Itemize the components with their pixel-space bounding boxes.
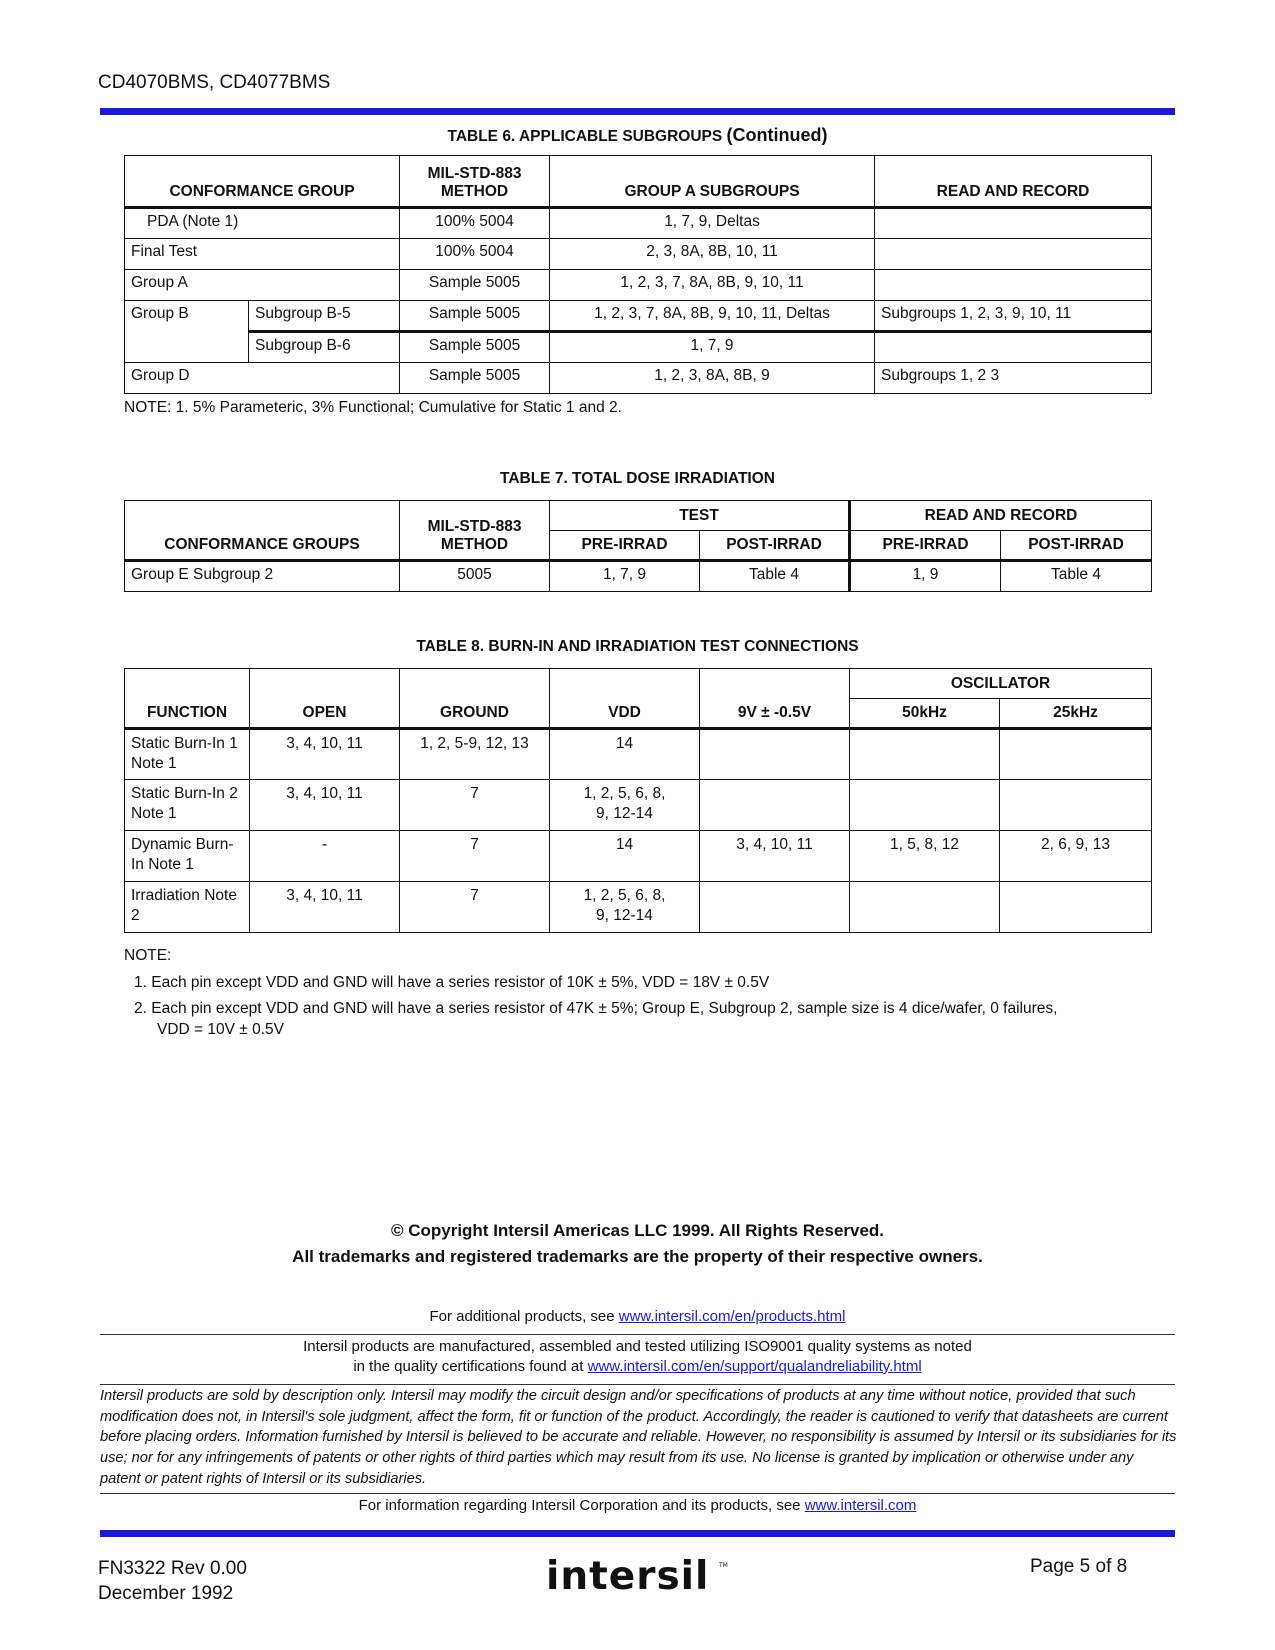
table-cell: Sample 5005 bbox=[400, 363, 550, 394]
table-cell: 1, 7, 9 bbox=[550, 332, 875, 363]
table-cell: Table 4 bbox=[700, 561, 850, 592]
page-number: Page 5 of 8 bbox=[1030, 1556, 1128, 1577]
table-cell bbox=[700, 780, 850, 831]
table-cell: 1, 9 bbox=[850, 561, 1001, 592]
table-cell: 5005 bbox=[400, 561, 550, 592]
legal-disclaimer: Intersil products are sold by description only. Intersil may modify the circuit design and/or specifications of products at any time without notice, provided that such modification does not, in Intersil's sole judgment, affect the form, fit or function of the product. Accordingly, the reader is cautioned to verify that datasheets are current before placing orders. Information furnished by Intersil is believed to be accurate and reliable. However, no responsibility is assumed by Intersil or its subsidiaries for its use; nor for any infringements of patents or other rights of third parties which may result from its use. No license is granted by implication or otherwise under any patent or patent rights of Intersil or its subsidiaries. bbox=[100, 1388, 1177, 1487]
table-row bbox=[125, 729, 1152, 780]
table-cell bbox=[700, 729, 850, 780]
info-line: For information regarding Intersil Corporation and its products, see www.intersil.com bbox=[358, 1497, 917, 1514]
divider bbox=[100, 1384, 1175, 1385]
table-cell: Static Burn-In 1 Note 1 bbox=[125, 729, 250, 780]
table6-caption bbox=[0, 125, 1275, 146]
table8-header-50khz: 50kHz bbox=[850, 699, 1000, 729]
table-cell: 14 bbox=[550, 729, 700, 780]
table-cell: Sample 5005 bbox=[400, 301, 550, 332]
table7-header-pre: PRE-IRRAD bbox=[550, 531, 700, 561]
table-row bbox=[125, 208, 1152, 239]
table6-header-read: READ AND RECORD bbox=[875, 156, 1152, 208]
table-cell: Sample 5005 bbox=[400, 270, 550, 301]
table-cell: Final Test bbox=[125, 239, 400, 270]
table-cell bbox=[1000, 780, 1152, 831]
table-cell bbox=[875, 239, 1152, 270]
table-cell: Sample 5005 bbox=[400, 332, 550, 363]
table-row bbox=[125, 831, 1152, 882]
table-cell bbox=[700, 882, 850, 933]
table-row bbox=[125, 270, 1152, 301]
divider bbox=[100, 1493, 1175, 1494]
table-cell: 3, 4, 10, 11 bbox=[250, 882, 400, 933]
table6-header-subgroups: GROUP A SUBGROUPS bbox=[550, 156, 875, 208]
table-cell: Irradiation Note 2 bbox=[125, 882, 250, 933]
table6-header-method: MIL-STD-883 METHOD bbox=[400, 156, 550, 208]
doc-info bbox=[98, 1556, 247, 1606]
table-cell: 1, 2, 3, 8A, 8B, 9 bbox=[550, 363, 875, 394]
table6-caption-suffix: (Continued) bbox=[726, 125, 828, 145]
table7-header-pre: PRE-IRRAD bbox=[850, 531, 1001, 561]
table7-caption: TABLE 7. TOTAL DOSE IRRADIATION bbox=[500, 470, 775, 487]
table-cell: PDA (Note 1) bbox=[125, 208, 400, 239]
table-cell bbox=[875, 270, 1152, 301]
footer-rule bbox=[100, 1530, 1175, 1537]
table-cell: Group E Subgroup 2 bbox=[125, 561, 400, 592]
divider bbox=[100, 1334, 1175, 1335]
table8-header-function: FUNCTION bbox=[125, 669, 250, 729]
table-cell bbox=[1000, 729, 1152, 780]
table7-header-post: POST-IRRAD bbox=[1001, 531, 1152, 561]
table7-header-group: CONFORMANCE GROUPS bbox=[125, 501, 400, 561]
table-cell: 100% 5004 bbox=[400, 239, 550, 270]
table-cell bbox=[875, 332, 1152, 363]
table8-header-oscillator: OSCILLATOR bbox=[850, 669, 1152, 699]
table-cell: Group D bbox=[125, 363, 400, 394]
table8-caption: TABLE 8. BURN-IN AND IRRADIATION TEST CONNECTIONS bbox=[416, 638, 859, 655]
table8-header-25khz: 25kHz bbox=[1000, 699, 1152, 729]
quality-statement: Intersil products are manufactured, assembled and tested utilizing ISO9001 quality systems as noted in the quality certifications found at www.intersil.com/en/support/qualandreliability.html bbox=[303, 1338, 972, 1375]
table7-header-test: TEST bbox=[550, 501, 850, 531]
table-cell bbox=[850, 882, 1000, 933]
table8-note-1: 1. Each pin except VDD and GND will have a series resistor of 10K ± 5%, VDD = 18V ± 0.5V bbox=[134, 974, 770, 991]
table6-header-group: CONFORMANCE GROUP bbox=[125, 156, 400, 208]
table-cell: 1, 2, 5, 6, 8, 9, 12-14 bbox=[550, 780, 700, 831]
table-cell: Group B bbox=[125, 301, 249, 363]
copyright-line: © Copyright Intersil Americas LLC 1999. All Rights Reserved. bbox=[390, 1221, 885, 1240]
logo-wordmark: intersil bbox=[546, 1554, 710, 1599]
table-cell: 100% 5004 bbox=[400, 208, 550, 239]
table-cell: 1, 2, 3, 7, 8A, 8B, 9, 10, 11 bbox=[550, 270, 875, 301]
table-cell: 1, 7, 9 bbox=[550, 561, 700, 592]
products-line: For additional products, see www.intersil.com/en/products.html bbox=[429, 1308, 846, 1325]
intersil-link[interactable]: www.intersil.com bbox=[804, 1497, 917, 1514]
table-cell: 1, 2, 5-9, 12, 13 bbox=[400, 729, 550, 780]
table8-header-open: OPEN bbox=[250, 669, 400, 729]
table-cell: 2, 3, 8A, 8B, 10, 11 bbox=[550, 239, 875, 270]
table8-header-vdd: VDD bbox=[550, 669, 700, 729]
doc-date: December 1992 bbox=[98, 1583, 234, 1604]
table7-header-post: POST-IRRAD bbox=[700, 531, 850, 561]
table-cell: 14 bbox=[550, 831, 700, 882]
table8-header-ground: GROUND bbox=[400, 669, 550, 729]
table8-header-9v: 9V ± -0.5V bbox=[700, 669, 850, 729]
table-cell: Subgroups 1, 2 3 bbox=[875, 363, 1152, 394]
table-cell: Dynamic Burn-In Note 1 bbox=[125, 831, 250, 882]
table-row bbox=[125, 363, 1152, 394]
table-cell: 1, 2, 3, 7, 8A, 8B, 9, 10, 11, Deltas bbox=[550, 301, 875, 332]
table8-note-2: 2. Each pin except VDD and GND will have a series resistor of 47K ± 5%; Group E, Subgroup 2, sample size is 4 dice/wafer, 0 failures, bbox=[134, 1000, 1058, 1017]
header-rule bbox=[100, 108, 1175, 115]
table-cell: - bbox=[250, 831, 400, 882]
trademark-line: All trademarks and registered trademarks are the property of their respective owners. bbox=[292, 1247, 983, 1266]
table-row bbox=[125, 882, 1152, 933]
table-row bbox=[125, 239, 1152, 270]
document-title: CD4070BMS, CD4077BMS bbox=[98, 72, 331, 93]
table7-header-read: READ AND RECORD bbox=[850, 501, 1152, 531]
table8-note-2-cont: VDD = 10V ± 0.5V bbox=[157, 1021, 284, 1038]
table-row bbox=[125, 301, 1152, 332]
doc-number: FN3322 Rev 0.00 bbox=[98, 1558, 247, 1579]
table-cell bbox=[850, 729, 1000, 780]
table-cell: Static Burn-In 2 Note 1 bbox=[125, 780, 250, 831]
table-cell: 7 bbox=[400, 780, 550, 831]
table7 bbox=[124, 500, 1152, 592]
table-cell: 1, 2, 5, 6, 8, 9, 12-14 bbox=[550, 882, 700, 933]
table-cell: 2, 6, 9, 13 bbox=[1000, 831, 1152, 882]
table-cell: Table 4 bbox=[1001, 561, 1152, 592]
table-cell bbox=[875, 208, 1152, 239]
table-row bbox=[125, 561, 1152, 592]
table-cell: Group A bbox=[125, 270, 400, 301]
table-cell: 3, 4, 10, 11 bbox=[250, 780, 400, 831]
table8-note-label: NOTE: bbox=[124, 947, 172, 964]
table-row bbox=[125, 780, 1152, 831]
table-cell bbox=[1000, 882, 1152, 933]
table7-header-method: MIL-STD-883 METHOD bbox=[400, 501, 550, 561]
table-cell: 7 bbox=[400, 831, 550, 882]
table6-caption-text: TABLE 6. APPLICABLE SUBGROUPS bbox=[447, 128, 723, 145]
table8 bbox=[124, 668, 1152, 933]
table6-note: NOTE: 1. 5% Parameteric, 3% Functional; Cumulative for Static 1 and 2. bbox=[124, 399, 622, 416]
table-cell: 3, 4, 10, 11 bbox=[250, 729, 400, 780]
copyright-block bbox=[0, 1218, 1275, 1270]
table-cell: Subgroup B-5 bbox=[249, 301, 400, 332]
quality-link[interactable]: www.intersil.com/en/support/qualandreliability.html bbox=[587, 1358, 922, 1375]
svg-text:TM: TM bbox=[719, 1562, 728, 1569]
intersil-logo bbox=[546, 1553, 746, 1604]
table-cell bbox=[850, 780, 1000, 831]
table-cell: Subgroup B-6 bbox=[249, 332, 400, 363]
table6 bbox=[124, 155, 1152, 394]
table-cell: 1, 7, 9, Deltas bbox=[550, 208, 875, 239]
table-cell: 7 bbox=[400, 882, 550, 933]
table-cell: 1, 5, 8, 12 bbox=[850, 831, 1000, 882]
products-link[interactable]: www.intersil.com/en/products.html bbox=[618, 1308, 846, 1325]
table-cell: 3, 4, 10, 11 bbox=[700, 831, 850, 882]
table-cell: Subgroups 1, 2, 3, 9, 10, 11 bbox=[875, 301, 1152, 332]
table-row bbox=[125, 332, 1152, 363]
